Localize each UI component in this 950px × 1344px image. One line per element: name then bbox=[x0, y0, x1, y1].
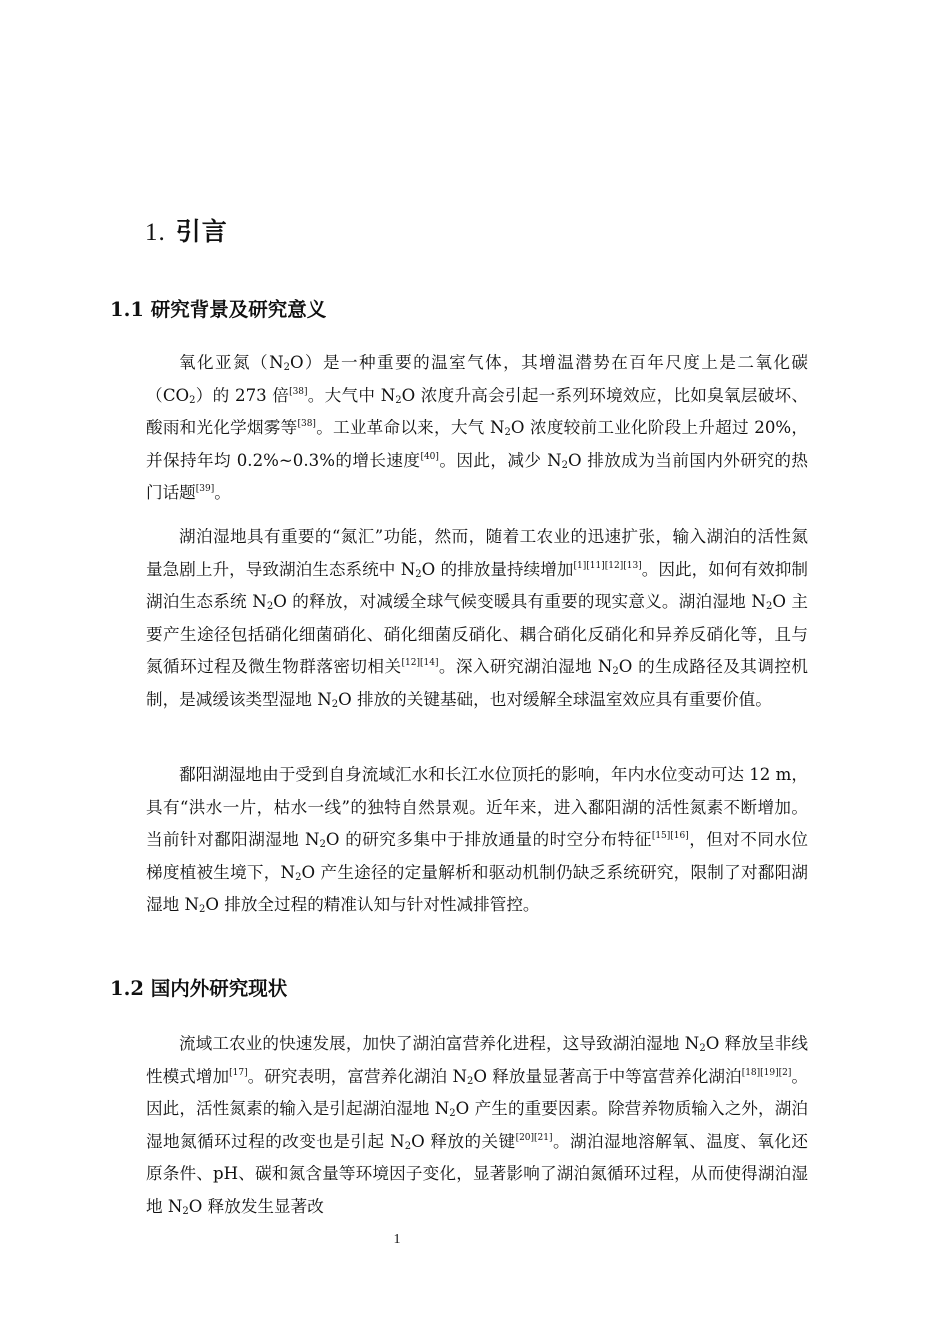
chapter-number: 1. bbox=[145, 219, 166, 246]
section-title-1-1: 1.1 研究背景及研究意义 bbox=[110, 298, 327, 321]
chapter-title bbox=[145, 212, 228, 248]
section-title-1-2: 1.2 国内外研究现状 bbox=[110, 977, 288, 1000]
paragraph-2: 湖泊湿地具有重要的“氮汇”功能，然而，随着工农业的迅速扩张，输入湖泊的活性氮量急剧上升，导致湖泊生态系统中 $N_2O$ 的排放量持续增加[1][11][12][13]。因此，如何有效抑制湖泊生态系统 $N_2O$ 的释放，对减缓全球气候变暖具有重要的现实意义。湖泊湿地 $N_2O$ 主要产生途径包括硝化细菌硝化、硝化细菌反硝化、耦合硝化反硝化和异养反硝化等，且与氮循环过程及微生物群落密切相关[12][14]。深入研究湖泊湿地 $N_2O$ 的生成路径及其调控机制，是减缓该类型湿地 $N_2O$ 排放的关键基础，也对缓解全球温室效应具有重要价值。 bbox=[146, 527, 809, 710]
paragraph-1: 氧化亚氮$(N_2O)$是一种重要的温室气体，其增温潜势在百年尺度上是二氧化碳$(CO_2)$的 273 倍[38]。大气中 $N_2O$ 浓度升高会引起一系列环境效应，比如臭氧层破坏、酸雨和光化学烟雾等[38]。工业革命以来，大气 $N_2O$ 浓度较前工业化阶段上升超过 20%，并保持年均 0.2%~0.3%的增长速度[40]。因此，减少 $N_2O$ 排放成为当前国内外研究的热门话题[39]。 bbox=[146, 353, 809, 503]
paragraph-3: 鄱阳湖湿地由于受到自身流域汇水和长江水位顶托的影响，年内水位变动可达 12 m，具有“洪水一片，枯水一线”的独特自然景观。近年来，进入鄱阳湖的活性氮素不断增加。当前针对鄱阳湖湿地 $N_2O$ 的研究多集中于排放通量的时空分布特征[15][16]，但对不同水位梯度植被生境下，$N_2O$ 产生途径的定量解析和驱动机制仍缺乏系统研究，限制了对鄱阳湖湿地 $N_2O$ 排放全过程的精准认知与针对性减排管控。 bbox=[146, 765, 808, 916]
paragraph-4: 流域工农业的快速发展，加快了湖泊富营养化进程，这导致湖泊湿地 $N_2O$ 释放呈非线性模式增加[17]。研究表明，富营养化湖泊 $N_2O$ 释放量显著高于中等富营养化湖泊[18][19][2]。因此，活性氮素的输入是引起湖泊湿地 $N_2O$ 产生的重要因素。除营养物质输入之外，湖泊湿地氮循环过程的改变也是引起 $N_2O$ 释放的关键[20][21]。湖泊湿地溶解氧、温度、氧化还原条件、pH、碳和氮含量等环境因子变化，显著影响了湖泊氮循环过程，从而使得湖泊湿地 $N_2O$ 释放发生显著改 bbox=[146, 1034, 809, 1217]
page-number: 1 bbox=[393, 1232, 401, 1247]
chapter-title-text: 引言 bbox=[175, 217, 228, 246]
